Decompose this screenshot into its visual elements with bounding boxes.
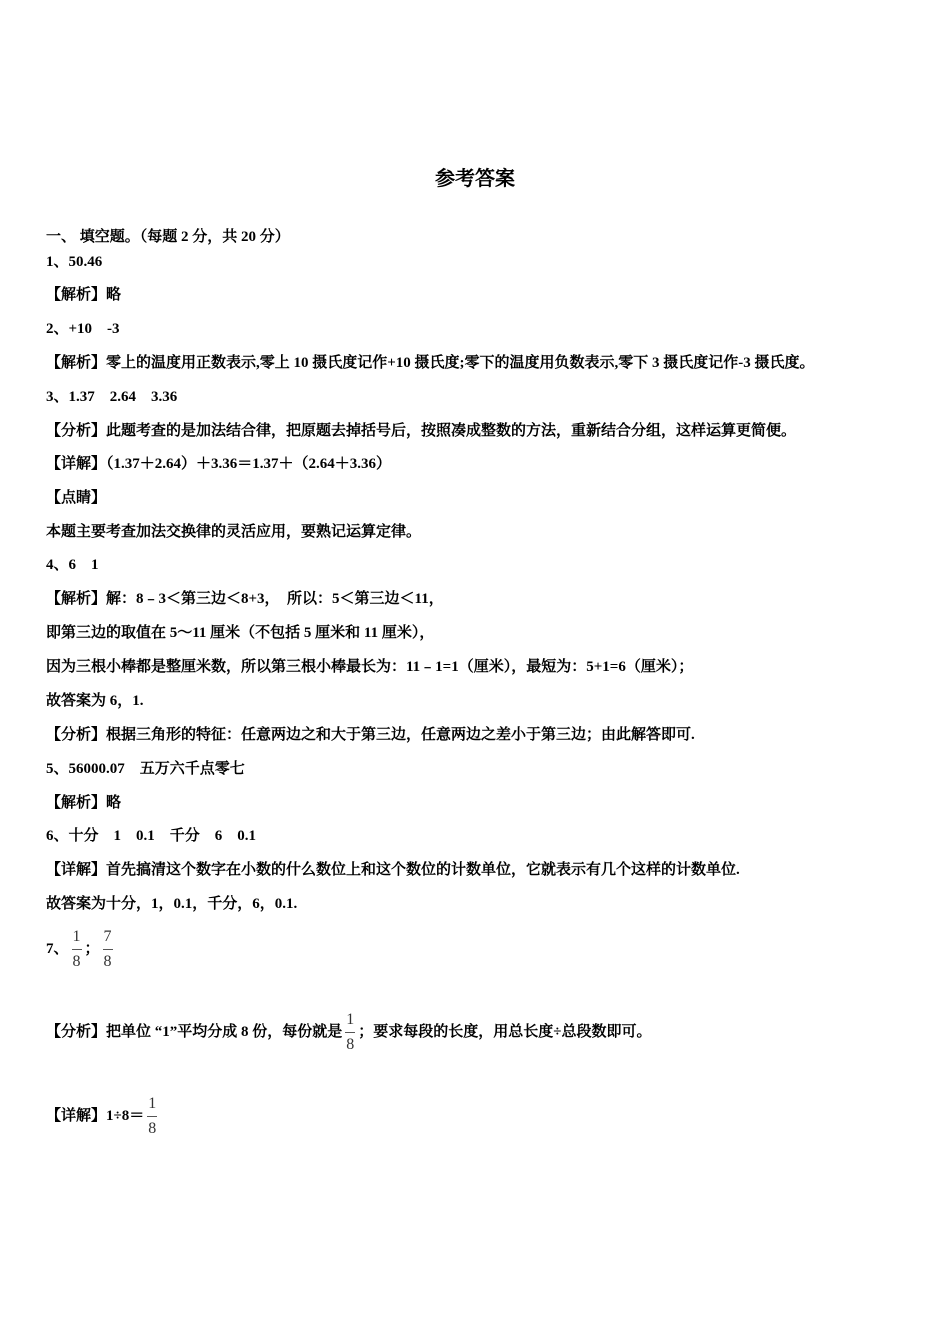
denominator: 8 — [72, 953, 81, 970]
q7-analysis — [46, 1011, 652, 1054]
answer-line: 故答案为 6，1. — [46, 693, 144, 709]
detail-text: 【详解】1÷8＝ — [46, 1107, 145, 1124]
answer-line: 因为三根小棒都是整厘米数，所以第三根小棒最长为：11﹣1=1（厘米），最短为：5+1=6（厘米）； — [46, 659, 694, 675]
page-title: 参考答案 — [435, 168, 515, 190]
analysis-text: ；要求每段的长度，用总长度÷总段数即可。 — [358, 1023, 652, 1040]
numerator: 1 — [346, 1011, 355, 1028]
answer-line: 【详解】（1.37＋2.64）＋3.36＝1.37＋（2.64＋3.36） — [46, 456, 392, 472]
section-heading: 一、 填空题。（每题 2 分，共 20 分） — [46, 229, 290, 245]
fraction — [103, 928, 113, 971]
q7-detail — [46, 1095, 160, 1138]
answer-line: 本题主要考查加法交换律的灵活应用，要熟记运算定律。 — [46, 524, 422, 540]
separator: ； — [84, 940, 100, 957]
answer-line: 【分析】此题考查的是加法结合律，把原题去掉括号后，按照凑成整数的方法，重新结合分组，这样运算更简便。 — [46, 423, 797, 439]
q7-answer — [46, 928, 116, 971]
answer-line: 2、+10 -3 — [46, 321, 120, 337]
answer-line: 【解析】略 — [46, 795, 122, 811]
answer-line: 6、十分 1 0.1 千分 6 0.1 — [46, 828, 257, 844]
answer-line: 【解析】略 — [46, 287, 122, 303]
fraction — [345, 1011, 355, 1054]
answer-line: 4、6 1 — [46, 557, 99, 573]
fraction — [147, 1095, 157, 1138]
answer-line: 【点睛】 — [46, 490, 107, 506]
denominator: 8 — [103, 953, 112, 970]
numerator: 1 — [148, 1095, 157, 1112]
answer-line: 3、1.37 2.64 3.36 — [46, 389, 178, 405]
answer-line: 【详解】首先搞清这个数字在小数的什么数位上和这个数位的计数单位，它就表示有几个这样的计数单位. — [46, 862, 740, 878]
answer-line: 【分析】根据三角形的特征：任意两边之和大于第三边，任意两边之差小于第三边；由此解答即可. — [46, 727, 695, 743]
answer-line: 【解析】零上的温度用正数表示,零上 10 摄氏度记作+10 摄氏度;零下的温度用负数表示,零下 3 摄氏度记作-3 摄氏度。 — [46, 355, 815, 371]
answer-line: 【解析】解：8﹣3＜第三边＜8+3， 所以：5＜第三边＜11， — [46, 591, 444, 607]
denominator: 8 — [148, 1120, 157, 1137]
numerator: 1 — [72, 928, 81, 945]
answer-line: 即第三边的取值在 5～11 厘米（不包括 5 厘米和 11 厘米）， — [46, 625, 435, 641]
denominator: 8 — [346, 1036, 355, 1053]
answer-line: 故答案为十分，1，0.1，千分，6，0.1. — [46, 896, 298, 912]
numerator: 7 — [103, 928, 112, 945]
answer-line: 5、56000.07 五万六千点零七 — [46, 761, 245, 777]
fraction — [72, 928, 82, 971]
analysis-text: 【分析】把单位 “1”平均分成 8 份，每份就是 — [46, 1023, 343, 1040]
answer-line: 1、50.46 — [46, 254, 103, 270]
q7-prefix: 7、 — [46, 940, 69, 957]
